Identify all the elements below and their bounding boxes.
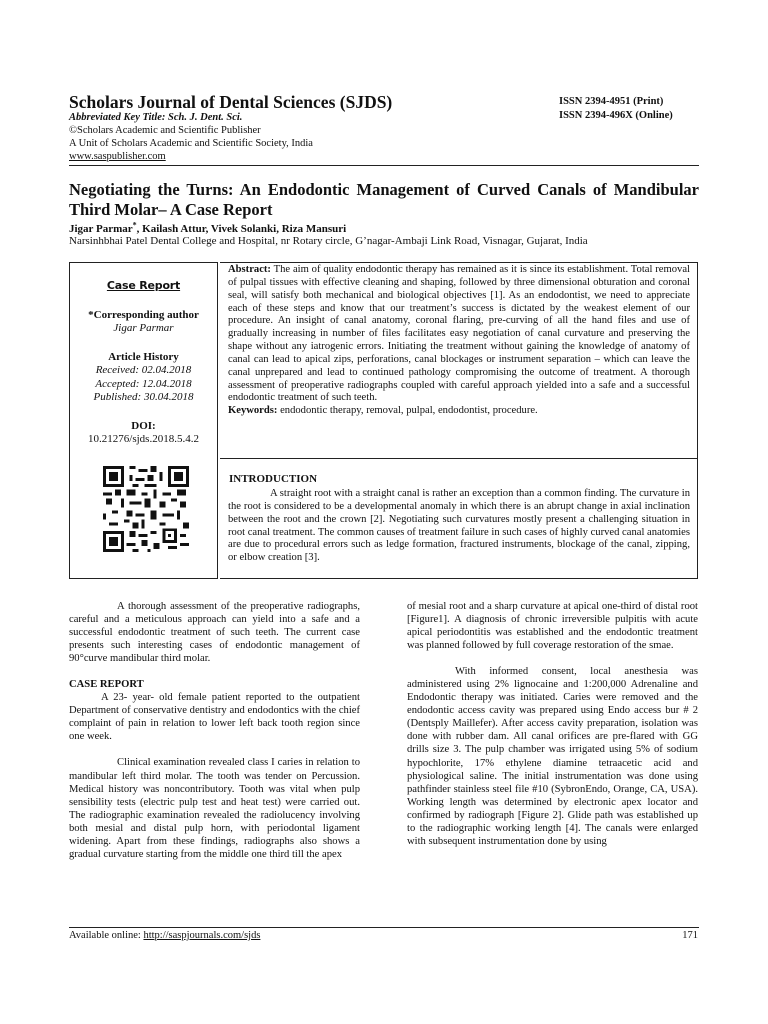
society-line: A Unit of Scholars Academic and Scientific Society, India <box>69 138 313 149</box>
header-rule <box>69 165 699 166</box>
body-paragraph: Clinical examination revealed class I caries in relation to mandibular left third molar. The tooth was tender on Percussion. Medical history was noncontributory. Tooth was vital when pulp sensibility tests (electric pulp test and heat test) were carried out. The radiographic examination revealed the radiolucency involving both mesial and distal pulp horn, with periodontal ligament widening. Apart from these findings, radiographs also shows a gradual curvature starting from the middle one third till the apex <box>69 757 360 860</box>
publisher-website-link[interactable]: www.saspublisher.com <box>69 151 166 162</box>
journal-url-link[interactable]: http://saspjournals.com/sjds <box>143 930 261 941</box>
doi-label: DOI: <box>131 420 156 432</box>
publisher-line: ©Scholars Academic and Scientific Publisher <box>69 125 261 136</box>
abbreviated-title: Abbreviated Key Title: Sch. J. Dent. Sci. <box>69 112 243 123</box>
available-online-label: Available online: <box>69 930 141 941</box>
doi-value: 10.21276/sjds.2018.5.4.2 <box>88 433 199 445</box>
author-list <box>69 220 346 235</box>
accepted-date: Accepted: 12.04.2018 <box>95 378 192 390</box>
body-paragraph: A thorough assessment of the preoperative radiographs, careful and a meticulous approach can yield into a safe and a successful endodontic treatment of such teeth. The current case presents such interesting cases of endodontic management of 90°curve mandibular third molar. <box>69 601 360 665</box>
abstract-label: Abstract: <box>228 264 271 275</box>
case-report-heading: CASE REPORT <box>69 679 144 691</box>
keywords-label: Keywords: <box>228 405 278 417</box>
issn-online: ISSN 2394-496X (Online) <box>559 110 673 121</box>
received-date: Received: 02.04.2018 <box>95 364 192 376</box>
page-number: 171 <box>682 930 698 941</box>
body-left-column <box>69 600 360 861</box>
qr-code <box>103 466 189 552</box>
abstract-divider <box>220 458 698 459</box>
introduction-heading: INTRODUCTION <box>229 473 318 485</box>
body-paragraph: A 23- year- old female patient reported to the outpatient Department of conservative dentistry and endodontics with the chief complaint of pain in relation to lower left back tooth region since one week. <box>69 692 360 743</box>
issn-print: ISSN 2394-4951 (Print) <box>559 96 664 107</box>
footer-rule <box>69 927 699 928</box>
abstract-text: The aim of quality endodontic therapy has remained as it is since its establishment. Total removal of pulpal tissues with effective cleaning and shaping, followed by three dimensional obturation and coronal seal, will satisfy both mechanical and biological objectives [1]. As an endodontist, we need to appreciate each of these steps and know that our treatment’s success is dictated by the weakest element of our procedure. An insight of canal anatomy, coronal flaring, pre-curving of all the hand files and use of gradually increasing in number of files facilitates easy negotiation of canal curvature and preserving the shape without any iatrogenic errors. Initiating the treatment without gaining the knowledge of anatomy of canal can lead to apical zips, perforations, canal blockages or instrument separation – which can leave the canal unprepared and lead to continued pathology compromising the outcome of treatment. A thorough assessment of preoperative radiographs coupled with careful approach yielded into a safe and a successful endodontic treatment of such teeth. <box>228 264 690 404</box>
article-history-label: Article History <box>108 351 179 363</box>
paper-title: Negotiating the Turns: An Endodontic Management of Curved Canals of Mandibular Third Molar– A Case Report <box>69 180 699 219</box>
corresponding-author-marker: * <box>132 220 137 229</box>
article-info-box <box>69 262 218 579</box>
article-type-label: Case Report <box>106 279 181 292</box>
journal-title: Scholars Journal of Dental Sciences (SJDS) <box>69 92 393 112</box>
introduction-text: A straight root with a straight canal is rather an exception than a common finding. The curvature in the root is considered to be a developmental anomaly in which there is an abrupt change in axial inclination between the root and the crown [2]. Negotiating such curvatures mostly present a challenging situation in root canal treatment. The common causes of treatment failure in such cases of highly curved canal anatomies are due to procedural errors such as ledge formation, fractured instruments, blockage of the canal, zipping, or elbow creation [3]. <box>228 488 690 564</box>
footer-availability <box>69 930 260 941</box>
body-right-column <box>407 600 698 848</box>
author-affiliation: Narsinhbhai Patel Dental College and Hospital, nr Rotary circle, G’nagar-Ambaji Link Road, Visnagar, Gujarat, India <box>69 235 588 247</box>
corresponding-author-name: Jigar Parmar <box>113 322 174 334</box>
body-paragraph: of mesial root and a sharp curvature at apical one-third of distal root [Figure1]. A diagnosis of chronic irreversible pulpitis with acute apical periodontitis was established and the endodontic treatment was planned followed by full coverage restoration of the smae. <box>407 601 698 652</box>
body-paragraph: With informed consent, local anesthesia was administered using 2% lignocaine and 1:200,000 Adrenaline and Endodontic therapy was initiated. Caries were removed and the endodontic access cavity was prepared using Endo access bur # 2 (Dentsply Maillefer). After access cavity preparation, isolation was done with rubber dam. All canal orifices are pre-flared with GG drills size 3. The pulp chamber was irrigated using 5% of sodium hypochlorite, 17% ethylene diamine tetraacetic acid and physiological saline. The initial instrumentation was done using pathfinder stainless steel file #10 (SybronEndo, Orange, CA, USA). Working length was determined by electronic apex locator and confirmed by radiograph [Figure 2]. Glide path was established up to the radiographic working length [4]. The canals were enlarged with subsequent instrumentation done by using <box>407 666 698 847</box>
published-date: Published: 30.04.2018 <box>93 391 194 403</box>
corresponding-author-label: *Corresponding author <box>88 309 199 321</box>
abstract <box>228 264 690 418</box>
author-names: Jigar Parmar*, Kailash Attur, Vivek Solanki, Riza Mansuri <box>69 220 347 235</box>
keywords-text: endodontic therapy, removal, pulpal, endodontist, procedure. <box>280 405 538 417</box>
